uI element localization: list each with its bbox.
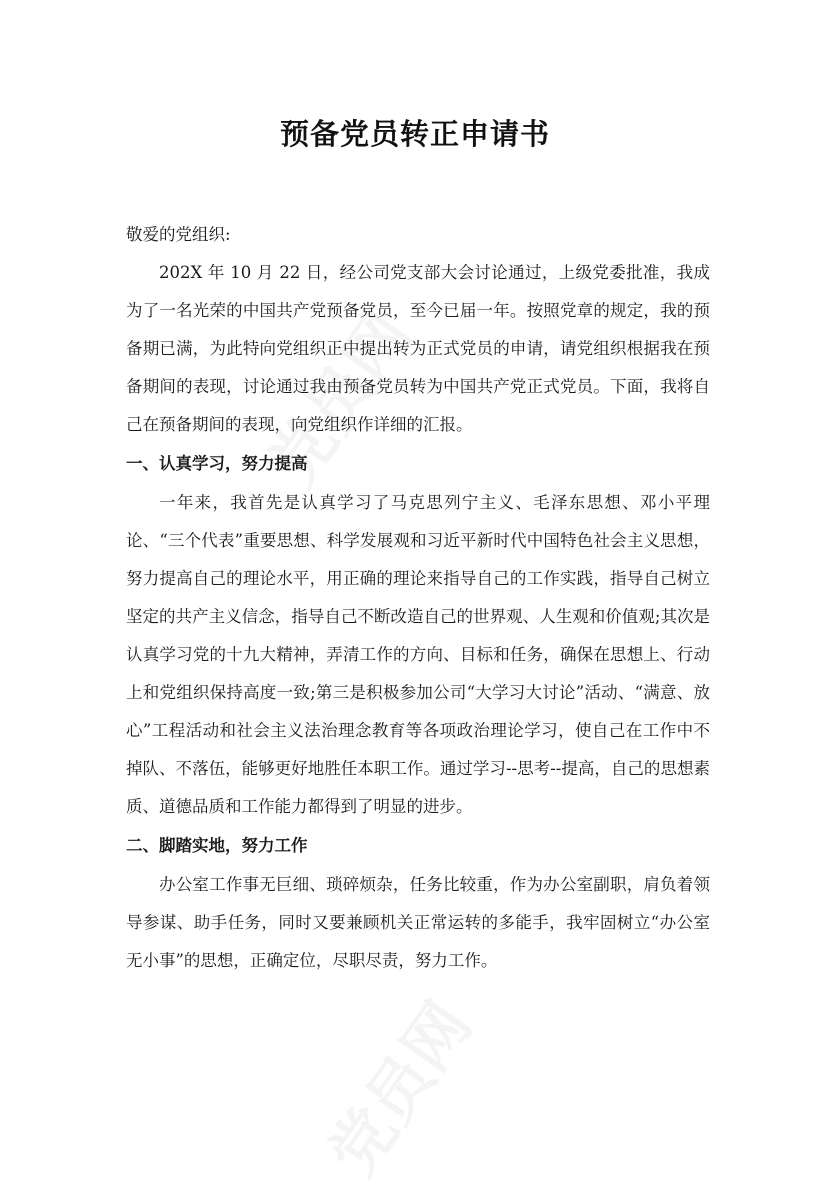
section-paragraph: 办公室工作事无巨细、琐碎烦杂，任务比较重，作为办公室副职，肩负着领导参谋、助手任务，同时又要兼顾机关正常运转的多能手，我牢固树立“办公室无小事”的思想，正确定位，尽职尽责，努力工作。 [126, 875, 710, 970]
section-heading: 二、脚踏实地，努力工作 [126, 836, 308, 855]
salutation: 敬爱的党组织: [126, 225, 231, 244]
watermark [303, 981, 488, 1191]
document-body [126, 216, 710, 980]
section-heading: 一、认真学习，努力提高 [126, 454, 308, 473]
document-title: 预备党员转正申请书 [279, 117, 550, 151]
intro-paragraph: 202X 年 10 月 22 日，经公司党支部大会讨论通过，上级党委批准，我成为了一名光荣的中国共产党预备党员，至今已届一年。按照党章的规定，我的预备期已满，为此特向党组织正中提出转为正式党员的申请，请党组织根据我在预备期间的表现，讨论通过我由预备党员转为中国共产党正式党员。下面，我将自己在预备期间的表现，向党组织作详细的汇报。 [126, 263, 710, 434]
section-paragraph: 一年来，我首先是认真学习了马克思列宁主义、毛泽东思想、邓小平理论、“三个代表”重要思想、科学发展观和习近平新时代中国特色社会主义思想，努力提高自己的理论水平，用正确的理论来指导自己的工作实践，指导自己树立坚定的共产主义信念，指导自己不断改造自己的世界观、人生观和价值观;其次是认真学习党的十九大精神，弄清工作的方向、目标和任务，确保在思想上、行动上和党组织保持高度一致;第三是积极参加公司“大学习大讨论”活动、“满意、放心”工程活动和社会主义法治理念教育等各项政治理论学习，使自己在工作中不掉队、不落伍，能够更好地胜任本职工作。通过学习--思考--提高，自己的思想素质、道德品质和工作能力都得到了明显的进步。 [126, 493, 710, 816]
